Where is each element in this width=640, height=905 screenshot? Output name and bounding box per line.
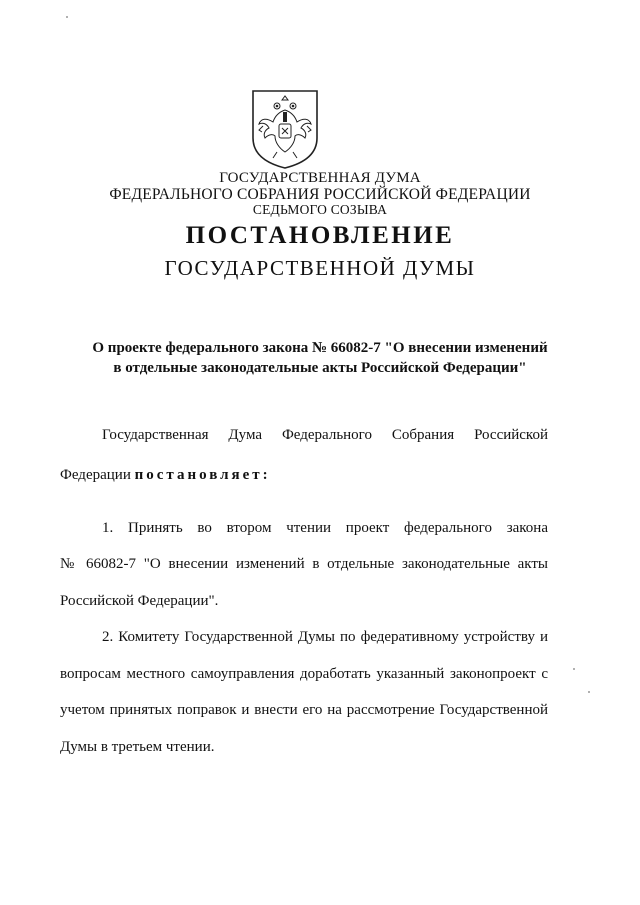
org-line-1: ГОСУДАРСТВЕННАЯ ДУМА (219, 170, 421, 186)
scan-speck (588, 691, 590, 693)
document-subject (60, 338, 580, 378)
coat-of-arms-icon (249, 88, 321, 170)
subject-line-2: в отдельные законодательные акты Российской Федерации" (113, 360, 527, 376)
preamble-federation: Федерации (60, 467, 131, 483)
preamble-line-1: Государственная Дума Федерального Собрания Российской (102, 427, 548, 443)
item-1-line-3: Российской Федерации". (60, 593, 219, 609)
item-2-line-2: вопросам местного самоуправления доработать указанный законопроект с (60, 666, 548, 682)
preamble-decrees: постановляет: (134, 467, 271, 483)
document-title: ПОСТАНОВЛЕНИЕ (185, 222, 455, 249)
item-1-line-2: № 66082-7 "О внесении изменений в отдельные законодательные акты (60, 556, 548, 572)
item-1-line-1: 1. Принять во втором чтении проект федерального закона (102, 520, 548, 536)
item-2-line-1: 2. Комитету Государственной Думы по федеративному устройству и (102, 629, 548, 645)
org-line-3: СЕДЬМОГО СОЗЫВА (252, 202, 388, 217)
document-subtitle: ГОСУДАРСТВЕННОЙ ДУМЫ (164, 256, 476, 280)
item-2-line-4: Думы в третьем чтении. (60, 739, 215, 755)
scan-speck (573, 668, 575, 670)
subject-line-1: О проекте федерального закона № 66082-7 "О внесении изменений (92, 340, 548, 356)
preamble-line-2 (60, 467, 548, 484)
org-line-2: ФЕДЕРАЛЬНОГО СОБРАНИЯ РОССИЙСКОЙ ФЕДЕРАЦИИ (109, 186, 531, 203)
scan-speck (66, 16, 68, 18)
item-2-line-3: учетом принятых поправок и внести его на рассмотрение Государственной (60, 702, 548, 718)
